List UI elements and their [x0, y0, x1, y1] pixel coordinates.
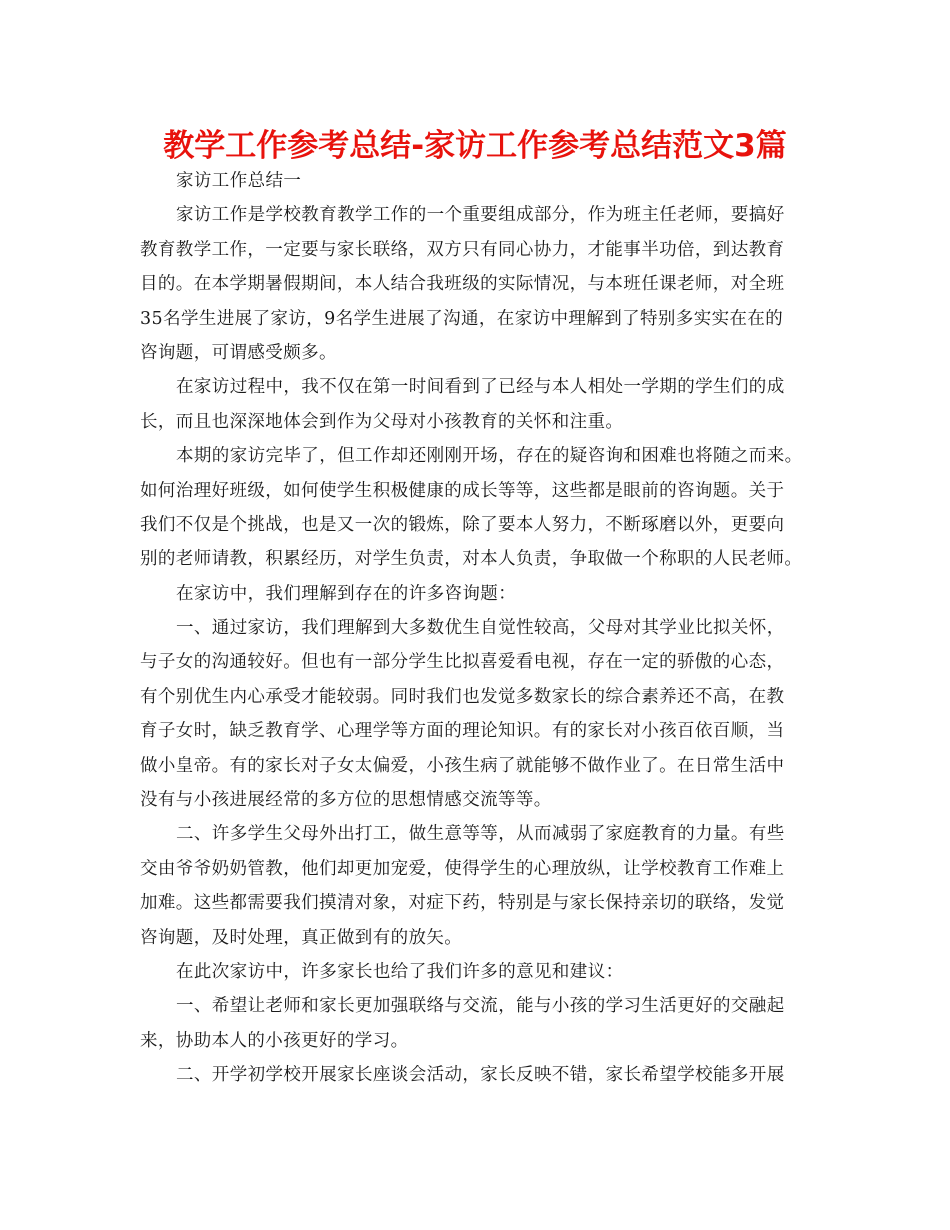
text-line: 35名学生进展了家访，9名学生进展了沟通，在家访中理解到了特别多实实在在的 — [140, 308, 784, 329]
text-line: 加难。这些都需要我们摸清对象，对症下药，特别是与家长保持亲切的联络，发觉 — [140, 893, 785, 914]
text-line: 家访工作是学校教育教学工作的一个重要组成部分，作为班主任老师，要搞好 — [176, 205, 785, 226]
text-line: 育子女时，缺乏教育学、心理学等方面的理论知识。有的家长对小孩百依百顺，当 — [140, 721, 785, 742]
text-line: 一、希望让老师和家长更加强联络与交流，能与小孩的学习生活更好的交融起 — [176, 996, 785, 1017]
text-line: 目的。在本学期暑假期间，本人结合我班级的实际情况，与本班任课老师，对全班 — [140, 274, 785, 295]
text-line: 本期的家访完毕了，但工作却还刚刚开场，存在的疑咨询和困难也将随之而来。 — [176, 446, 803, 467]
text-line: 教育教学工作，一定要与家长联络，双方只有同心协力，才能事半功倍，到达教育 — [140, 239, 785, 260]
text-line: 咨询题，及时处理，真正做到有的放矢。 — [140, 927, 463, 948]
document-body — [140, 164, 830, 1093]
text-line: 我们不仅是个挑战，也是又一次的锻炼，除了要本人努力，不断琢磨以外，更要向 — [140, 514, 785, 535]
text-line: 没有与小孩进展经常的多方位的思想情感交流等等。 — [140, 790, 552, 811]
text-line: 别的老师请教，积累经历，对学生负责，对本人负责，争取做一个称职的人民老师。 — [140, 549, 803, 570]
text-line: 一、通过家访，我们理解到大多数优生自觉性较高，父母对其学业比拟关怀， — [176, 618, 785, 639]
text-line: 家访工作总结一 — [176, 171, 302, 191]
text-line: 与子女的沟通较好。但也有一部分学生比拟喜爱看电视，存在一定的骄傲的心态， — [140, 652, 785, 673]
text-line: 二、开学初学校开展家长座谈会活动，家长反映不错，家长希望学校能多开展 — [176, 1065, 785, 1086]
text-line: 如何治理好班级，如何使学生积极健康的成长等等，这些都是眼前的咨询题。关于 — [140, 480, 785, 501]
text-line: 长，而且也深深地体会到作为父母对小孩教育的关怀和注重。 — [140, 411, 624, 432]
text-line: 来，协助本人的小孩更好的学习。 — [140, 1030, 409, 1051]
document-title: 教学工作参考总结-家访工作参考总结范文3篇 — [163, 128, 787, 164]
text-line: 有个别优生内心承受才能较弱。同时我们也发觉多数家长的综合素养还不高，在教 — [140, 686, 785, 707]
text-line: 二、许多学生父母外出打工，做生意等等，从而减弱了家庭教育的力量。有些 — [176, 824, 785, 845]
text-line: 做小皇帝。有的家长对子女太偏爱，小孩生病了就能够不做作业了。在日常生活中 — [140, 755, 785, 776]
text-line: 交由爷爷奶奶管教，他们却更加宠爱，使得学生的心理放纵，让学校教育工作难上 — [140, 858, 785, 879]
text-line: 咨询题，可谓感受颇多。 — [140, 342, 337, 363]
text-line: 在此次家访中，许多家长也给了我们许多的意见和建议： — [176, 961, 624, 982]
text-line: 在家访过程中，我不仅在第一时间看到了已经与本人相处一学期的学生们的成 — [176, 377, 785, 398]
text-line: 在家访中，我们理解到存在的许多咨询题： — [176, 583, 517, 604]
